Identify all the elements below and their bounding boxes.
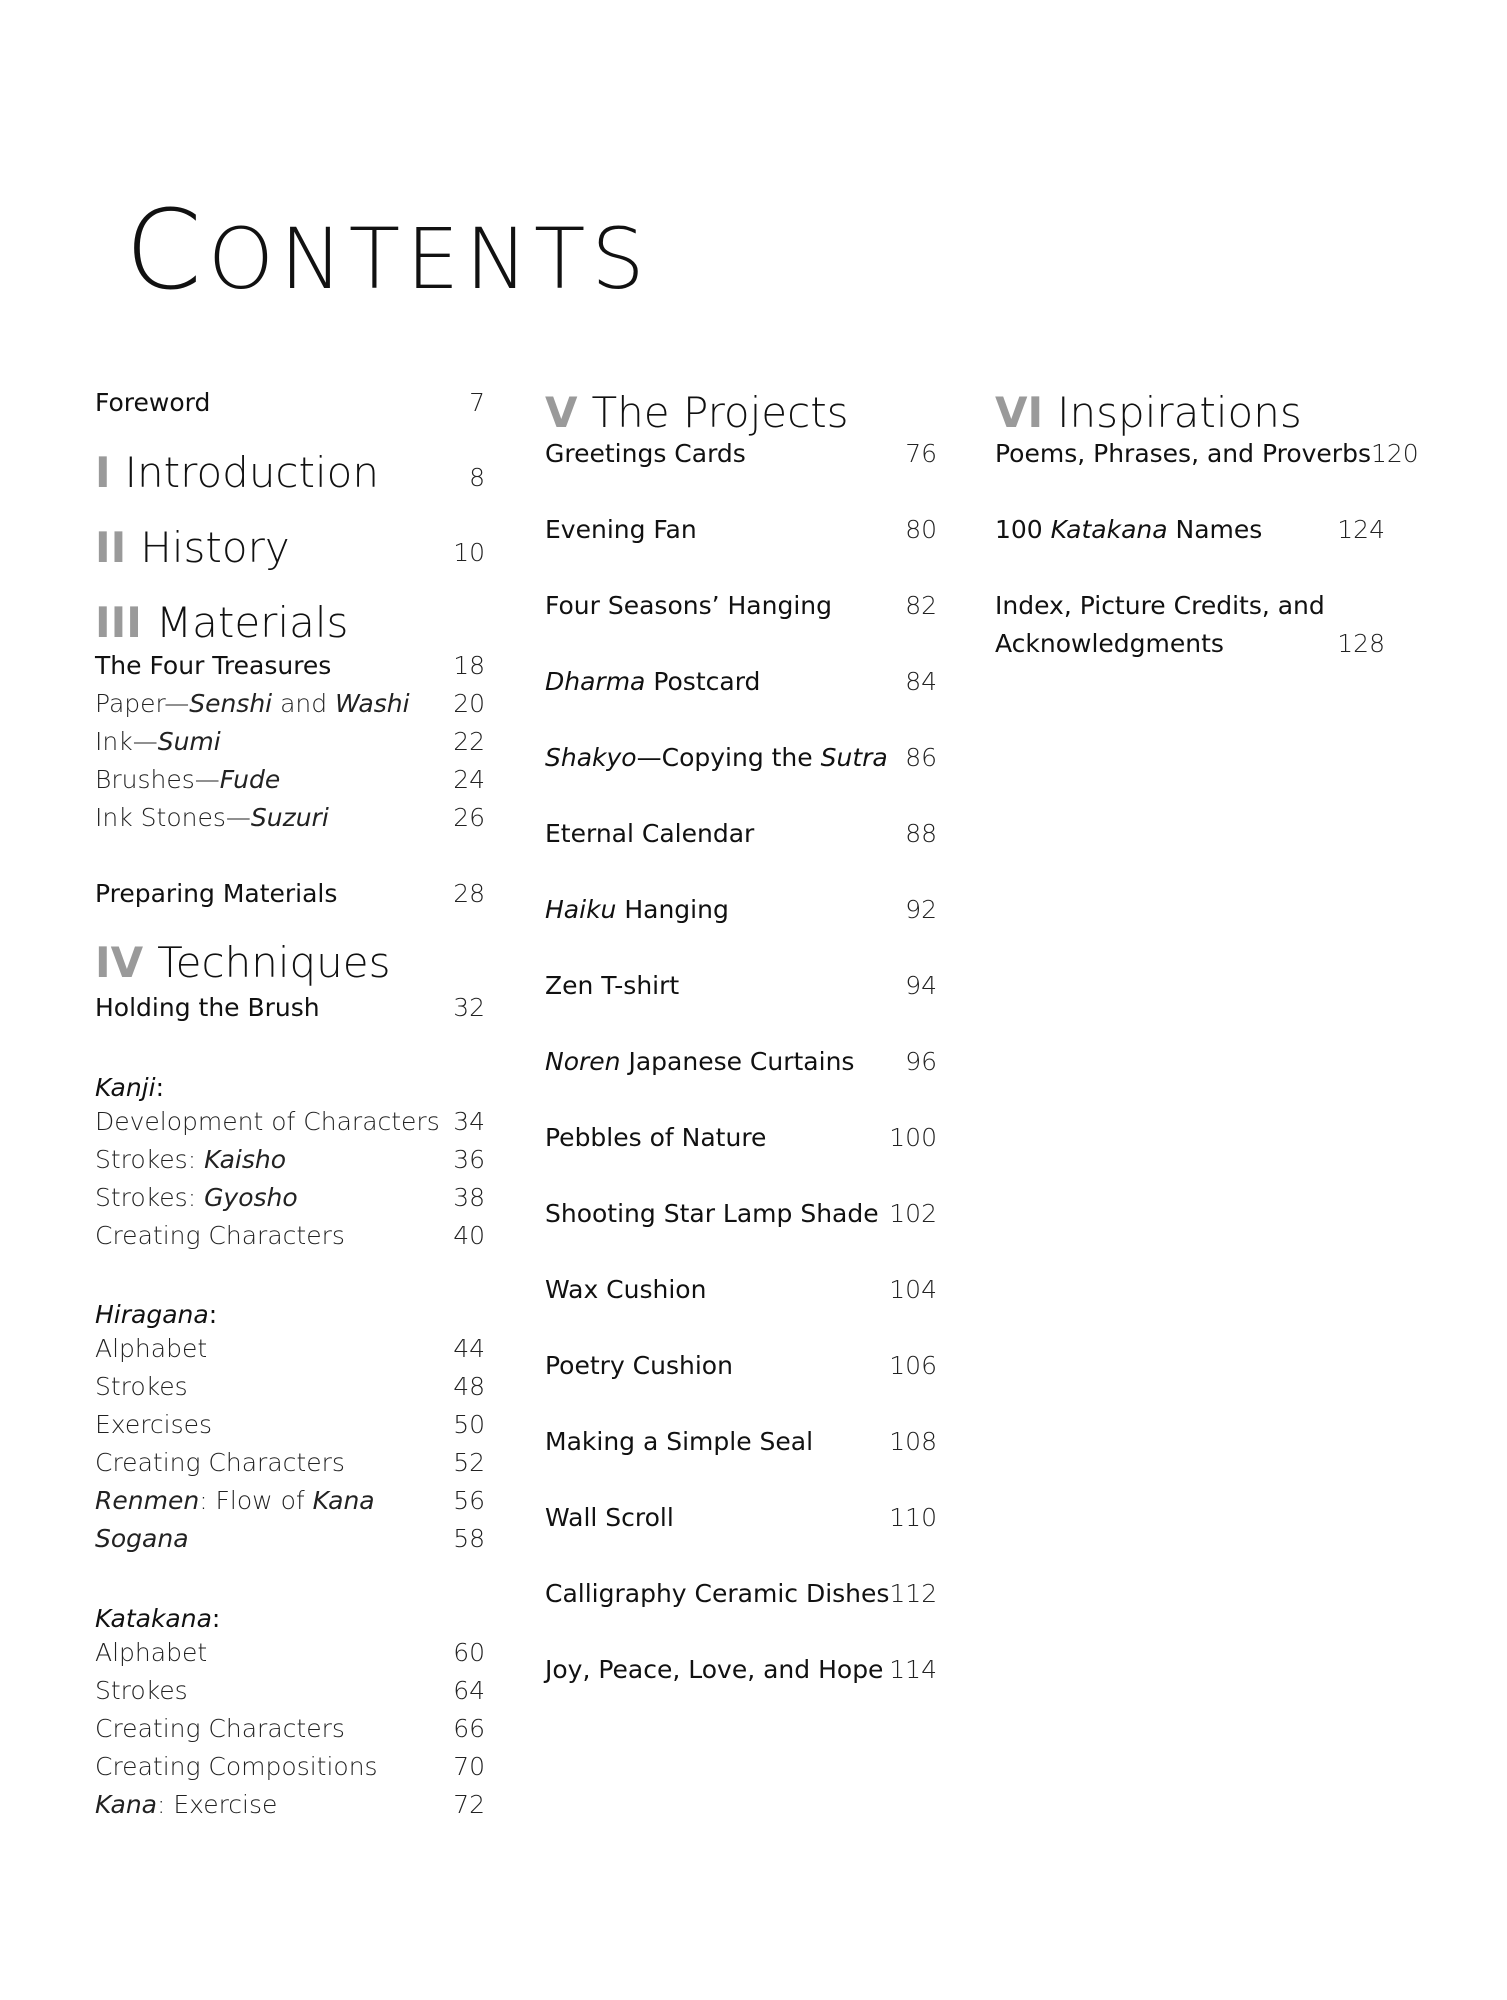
toc-entry[interactable]: Shooting Star Lamp Shade 102 [545, 1198, 937, 1228]
toc-entry[interactable]: Creating Characters 66 [95, 1713, 485, 1743]
page-title: CONTENTS [125, 186, 651, 314]
toc-entry[interactable]: Strokes: Kaisho 36 [95, 1144, 485, 1174]
toc-entry[interactable]: Sogana 58 [95, 1523, 485, 1553]
toc-entry[interactable]: Shakyo—Copying the Sutra 86 [545, 742, 937, 772]
toc-entry[interactable]: Greetings Cards 76 [545, 438, 937, 468]
toc-entry[interactable]: Kana: Exercise 72 [95, 1789, 485, 1819]
toc-entry[interactable]: The Four Treasures 18 [95, 650, 485, 680]
group-label-hiragana: Hiragana: [95, 1300, 218, 1329]
toc-entry-page: 8 [469, 462, 485, 492]
toc-entry[interactable]: Noren Japanese Curtains 96 [545, 1046, 937, 1076]
toc-entry[interactable]: Poetry Cushion 106 [545, 1350, 937, 1380]
toc-entry[interactable]: Poems, Phrases, and Proverbs 120 [995, 438, 1419, 468]
toc-entry[interactable]: Haiku Hanging 92 [545, 894, 937, 924]
section-heading-introduction[interactable]: I Introduction [95, 448, 379, 497]
toc-entry[interactable]: Wall Scroll 110 [545, 1502, 937, 1532]
toc-entry[interactable]: Four Seasons’ Hanging 82 [545, 590, 937, 620]
toc-entry[interactable]: Strokes 48 [95, 1371, 485, 1401]
toc-entry[interactable]: Eternal Calendar 88 [545, 818, 937, 848]
toc-entry[interactable]: Pebbles of Nature 100 [545, 1122, 937, 1152]
toc-entry[interactable]: Ink—Sumi 22 [95, 726, 485, 756]
toc-entry[interactable]: Brushes—Fude 24 [95, 764, 485, 794]
toc-entry[interactable]: Creating Characters 52 [95, 1447, 485, 1477]
toc-entry[interactable]: Holding the Brush 32 [95, 992, 485, 1022]
toc-entry-page: 10 [453, 537, 485, 567]
section-heading-history[interactable]: II History [95, 523, 290, 572]
section-heading-materials[interactable]: III Materials [95, 598, 349, 647]
toc-entry[interactable]: Renmen: Flow of Kana 56 [95, 1485, 485, 1515]
section-heading-techniques[interactable]: IV Techniques [95, 938, 391, 987]
toc-entry[interactable]: Alphabet 60 [95, 1637, 485, 1667]
toc-entry[interactable]: Making a Simple Seal 108 [545, 1426, 937, 1456]
toc-entry[interactable]: Creating Compositions 70 [95, 1751, 485, 1781]
toc-entry[interactable]: Ink Stones—Suzuri 26 [95, 802, 485, 832]
toc-entry[interactable]: Joy, Peace, Love, and Hope 114 [545, 1654, 937, 1684]
section-heading-inspirations[interactable]: VI Inspirations [995, 388, 1302, 437]
group-label-katakana: Katakana: [95, 1604, 221, 1633]
toc-entry[interactable]: Preparing Materials 28 [95, 878, 485, 908]
toc-entry[interactable]: Strokes 64 [95, 1675, 485, 1705]
toc-entry[interactable]: Acknowledgments 128 [995, 628, 1385, 658]
toc-entry[interactable]: 100 Katakana Names 124 [995, 514, 1385, 544]
toc-entry[interactable]: Zen T-shirt 94 [545, 970, 937, 1000]
toc-entry[interactable]: Strokes: Gyosho 38 [95, 1182, 485, 1212]
section-heading-projects[interactable]: V The Projects [545, 388, 849, 437]
toc-entry[interactable]: Creating Characters 40 [95, 1220, 485, 1250]
toc-entry[interactable]: Wax Cushion 104 [545, 1274, 937, 1304]
toc-entry[interactable]: Calligraphy Ceramic Dishes 112 [545, 1578, 938, 1608]
toc-entry[interactable]: Exercises 50 [95, 1409, 485, 1439]
toc-entry[interactable]: Development of Characters 34 [95, 1106, 485, 1136]
toc-entry[interactable]: Paper—Senshi and Washi 20 [95, 688, 485, 718]
toc-entry[interactable]: Index, Picture Credits, and [995, 590, 1325, 620]
group-label-kanji: Kanji: [95, 1073, 164, 1102]
toc-entry[interactable]: Foreword 7 [95, 387, 485, 417]
toc-entry[interactable]: Evening Fan 80 [545, 514, 937, 544]
toc-entry[interactable]: Dharma Postcard 84 [545, 666, 937, 696]
toc-entry[interactable]: Alphabet 44 [95, 1333, 485, 1363]
